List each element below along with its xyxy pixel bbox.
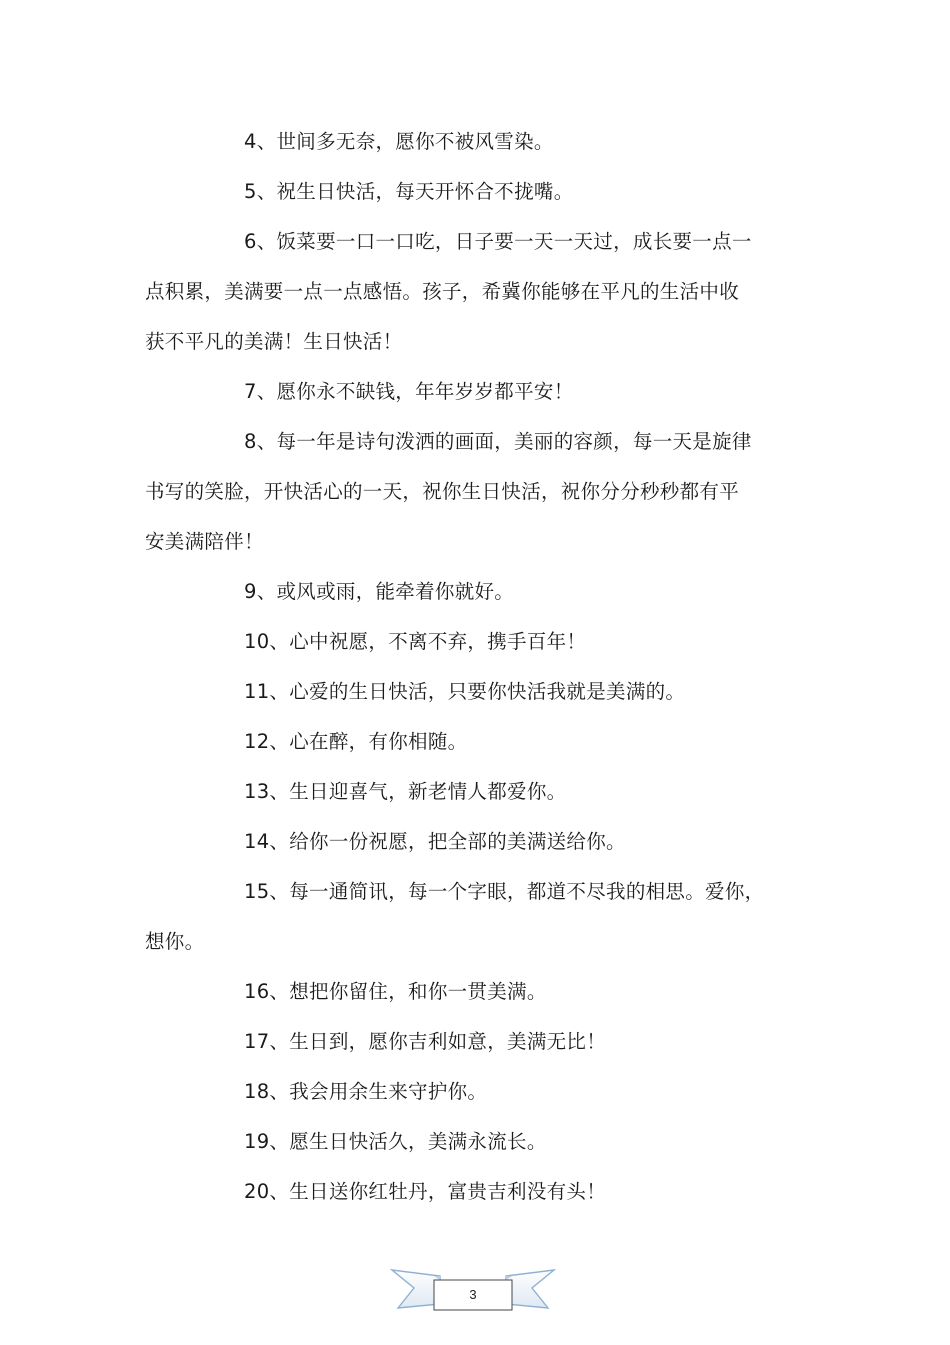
text-line: 10、心中祝愿，不离不弃，携手百年！ bbox=[244, 630, 587, 653]
text-line: 想你。 bbox=[145, 930, 205, 953]
text-line: 16、想把你留住，和你一贯美满。 bbox=[244, 980, 547, 1003]
text-line: 5、祝生日快活，每天开怀合不拢嘴。 bbox=[244, 180, 574, 203]
text-line: 11、心爱的生日快活，只要你快活我就是美满的。 bbox=[244, 680, 686, 703]
text-line: 点积累，美满要一点一点感悟。孩子，希冀你能够在平凡的生活中收 bbox=[145, 280, 740, 303]
text-line: 8、每一年是诗句泼洒的画面，美丽的容颜，每一天是旋律 bbox=[244, 430, 752, 453]
text-line: 14、给你一份祝愿，把全部的美满送给你。 bbox=[244, 830, 626, 853]
text-line: 获不平凡的美满！生日快活！ bbox=[145, 330, 403, 353]
page-footer bbox=[390, 1266, 556, 1316]
text-line: 12、心在醉，有你相随。 bbox=[244, 730, 468, 753]
text-line: 20、生日送你红牡丹，富贵吉利没有头！ bbox=[244, 1180, 607, 1203]
document-body bbox=[145, 117, 785, 1217]
text-line: 6、饭菜要一口一口吃，日子要一天一天过，成长要一点一 bbox=[244, 230, 752, 253]
ribbon-right-tail bbox=[506, 1270, 554, 1308]
ribbon-left-tail bbox=[392, 1270, 440, 1308]
text-line: 安美满陪伴！ bbox=[145, 530, 264, 553]
text-line: 9、或风或雨，能牵着你就好。 bbox=[244, 580, 515, 603]
text-line: 15、每一通简讯，每一个字眼，都道不尽我的相思。爱你， bbox=[244, 880, 765, 903]
text-line: 19、愿生日快活久，美满永流长。 bbox=[244, 1130, 547, 1153]
text-line: 7、愿你永不缺钱，年年岁岁都平安！ bbox=[244, 380, 574, 403]
text-line: 18、我会用余生来守护你。 bbox=[244, 1080, 488, 1103]
text-line: 17、生日到，愿你吉利如意，美满无比！ bbox=[244, 1030, 607, 1053]
page-number: 3 bbox=[469, 1287, 477, 1302]
text-line: 书写的笑脸，开快活心的一天，祝你生日快活，祝你分分秒秒都有平 bbox=[145, 480, 740, 503]
text-line: 4、世间多无奈，愿你不被风雪染。 bbox=[244, 130, 554, 153]
text-line: 13、生日迎喜气，新老情人都爱你。 bbox=[244, 780, 567, 803]
